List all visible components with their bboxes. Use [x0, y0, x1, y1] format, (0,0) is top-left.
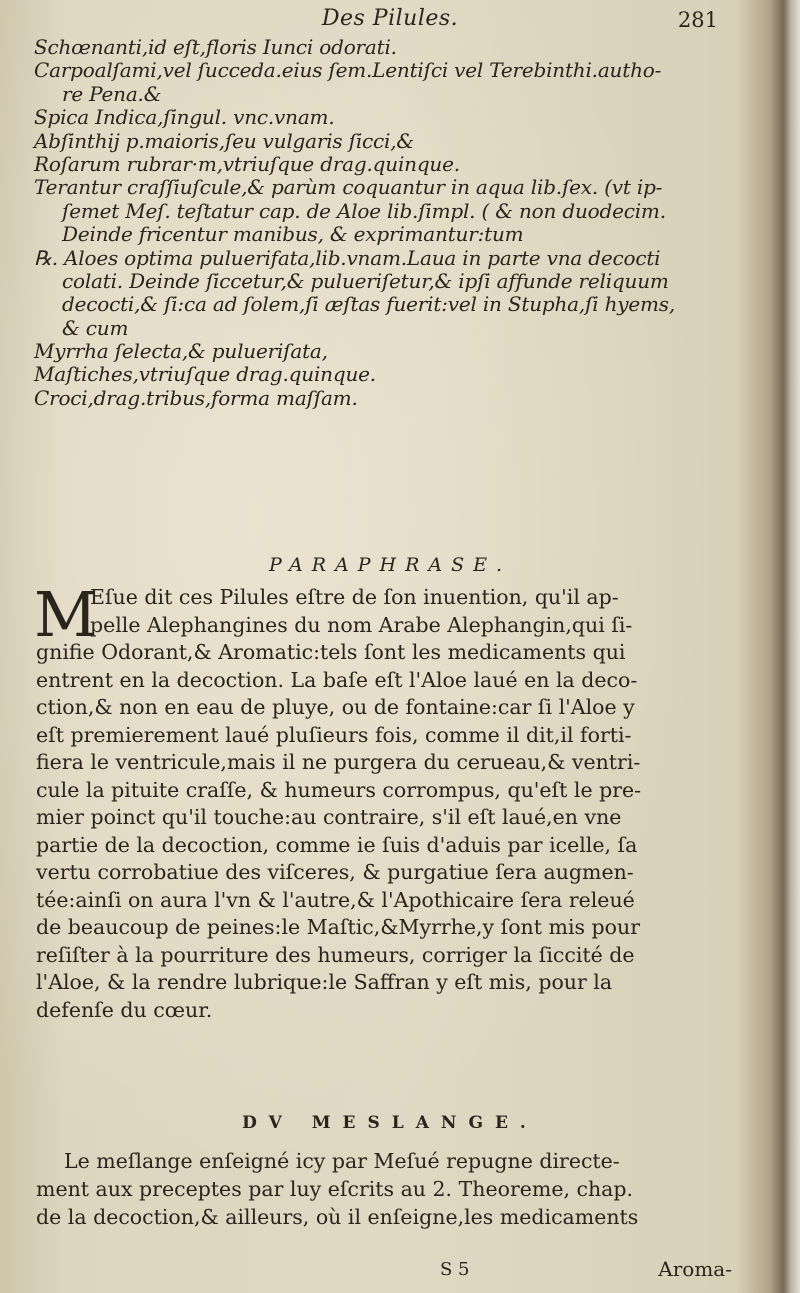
latin-line: Myrrha ſelecta,& pulueriſata, [34, 339, 328, 364]
text-line: pelle Alephangines du nom Arabe Alephangin,qui ſi- [90, 612, 633, 637]
latin-line: & cum [62, 315, 129, 340]
binding-edge [770, 0, 800, 1293]
meslange-text [36, 1147, 756, 1231]
text-line: Eſue dit ces Pilules eſtre de ſon inuention, qu'il ap- [90, 585, 619, 609]
text-line: mier poinct qu'il touche:au contraire, s'il eſt laué,en vne [36, 805, 622, 829]
latin-line: re Pena.& [62, 81, 162, 106]
latin-line: Deinde fricentur manibus, & exprimantur:tum [62, 222, 524, 247]
text-line: ction,& non en eau de pluye, ou de fontaine:car ſi l'Aloe y [36, 695, 635, 719]
latin-line: Roſarum rubrar·m,vtriuſque drag.quinque. [34, 151, 460, 176]
latin-recipe [34, 36, 744, 410]
text-line: entrent en la decoction. La baſe eſt l'Aloe laué en la deco- [36, 667, 638, 692]
latin-line: Abſinthij p.maioris,ſeu vulgaris ſicci,& [34, 128, 414, 153]
page-number: 281 [677, 8, 718, 32]
latin-line: Croci,drag.tribus,forma maſſam. [34, 385, 358, 410]
page-header [0, 6, 780, 38]
latin-line: Terantur craſſiuſcule,& parùm coquantur in aqua lib.ſex. (vt ip- [34, 175, 663, 200]
text-line: fiera le ventricule,mais il ne purgera du cerueau,& ventri- [36, 750, 641, 774]
text-line: ment aux preceptes par luy eſcrits au 2. Theoreme, chap. [36, 1177, 634, 1201]
text-line: vertu corrobatiue des viſceres, & purgatiue ſera augmen- [36, 860, 634, 884]
paraphrase-heading: PARAPHRASE. [268, 554, 512, 576]
text-line: de beaucoup de peines:le Maſtic,&Myrrhe,y ſont mis pour [36, 915, 641, 939]
text-line: reſiſter à la pourriture des humeurs, corriger la ſiccité de [36, 942, 635, 967]
text-line: partie de la decoction, comme ie ſuis d'aduis par icelle, ſa [36, 832, 638, 857]
text-line: defenſe du cœur. [36, 997, 213, 1022]
paraphrase-text [34, 578, 756, 1024]
latin-line: colati. Deinde ſiccetur,& pulueriſetur,& ipſi affunde reliquum [62, 268, 669, 293]
text-line: de la decoction,& ailleurs, où il enſeigne,les medicaments [36, 1205, 639, 1229]
text-line: gnifie Odorant,& Aromatic:tels ſont les medicaments qui [36, 640, 626, 664]
latin-line: Carpoalſami,vel ſucceda.eius ſem.Lentiſci vel Terebinthi.autho- [34, 58, 662, 83]
latin-line: Maſtiches,vtriuſque drag.quinque. [34, 362, 376, 387]
catchword: Aroma- [658, 1257, 732, 1281]
latin-line: ſemet Meſ. teſtatur cap. de Aloe lib.ſimpl. ( & non duodecim. [62, 198, 666, 223]
signature-mark: S 5 [440, 1259, 470, 1280]
text-line: l'Aloe, & la rendre lubrique:le Saffran y eſt mis, pour la [36, 970, 613, 994]
text-line: eſt premierement laué pluſieurs fois, comme il dit,il forti- [36, 722, 632, 747]
latin-line: Schœnanti,id eſt,floris Iunci odorati. [34, 35, 397, 59]
latin-line: Spica Indica,ſingul. vnc.vnam. [34, 105, 335, 130]
running-title: Des Pilules. [321, 6, 459, 31]
text-line: tée:ainſi on aura l'vn & l'autre,& l'Apothicaire ſera releué [36, 887, 635, 912]
latin-line: decocti,& ſi:ca ad ſolem,ſi æſtas fuerit:vel in Stupha,ſi hyems, [62, 292, 675, 317]
drop-cap: M [34, 578, 98, 651]
latin-line: ℞. Aloes optima puluerifata,lib.vnam.Laua in parte vna decocti [34, 245, 661, 270]
text-line: Le meſlange enſeigné icy par Meſué repugne directe- [64, 1149, 620, 1173]
meslange-heading: DV MESLANGE. [242, 1113, 538, 1133]
text-line: cule la pituite craſſe, & humeurs corrompus, qu'eſt le pre- [36, 777, 642, 802]
